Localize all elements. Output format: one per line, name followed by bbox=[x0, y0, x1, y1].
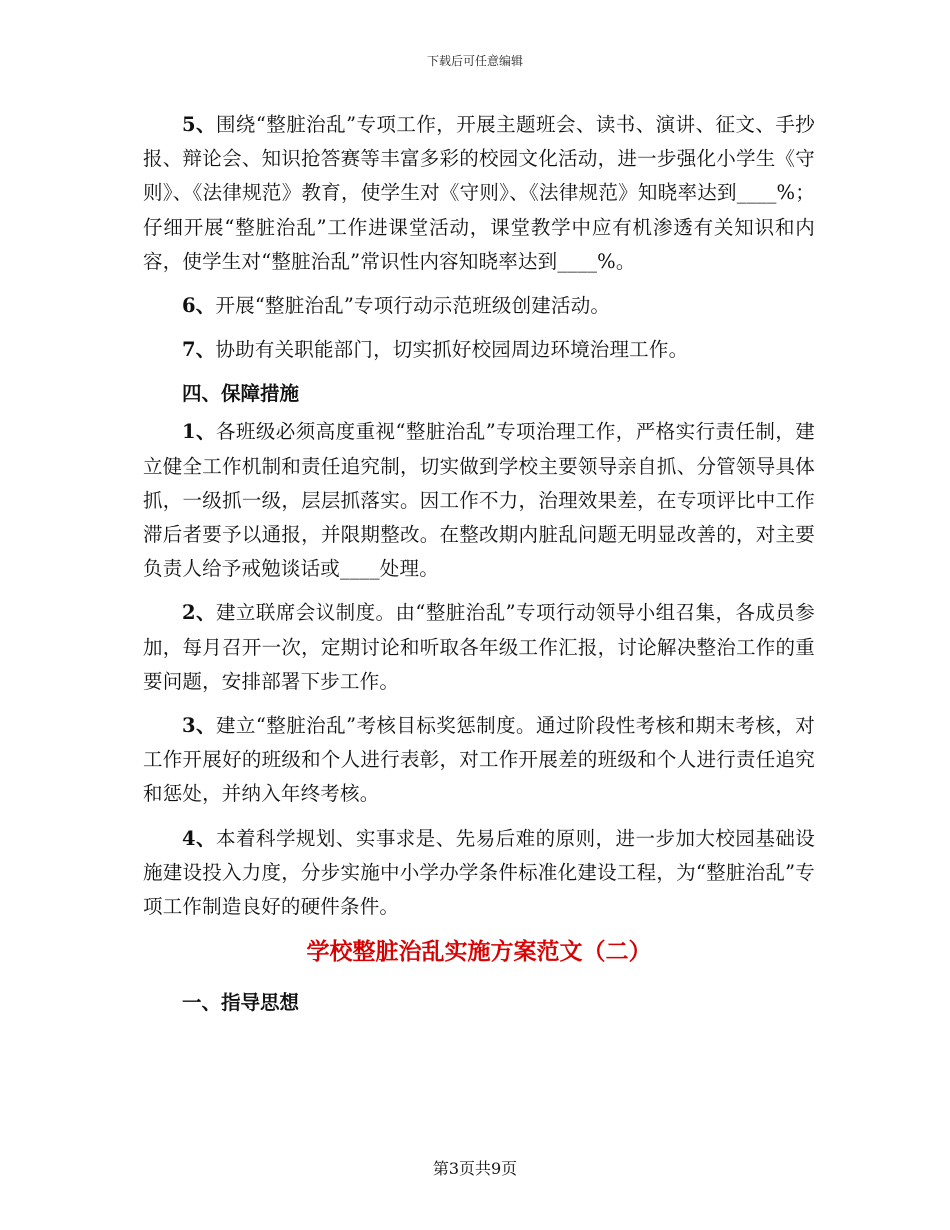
section-heading-guiding-ideology: 一、指导思想 bbox=[182, 991, 300, 1015]
paragraph-text: 本着科学规划、实事求是、先易后难的原则，进一步加大校园基础设施建设投入力度，分步实施中小学办学条件标准化建设工程，为“整脏治乱”专项工作制造良好的硬件条件。 bbox=[143, 826, 815, 919]
paragraph-number: 6、 bbox=[182, 294, 216, 318]
paragraph-measure-3 bbox=[143, 709, 815, 812]
section-heading-safeguards: 四、保障措施 bbox=[182, 382, 300, 406]
page-footer: 第3页共9页 bbox=[432, 1159, 518, 1178]
paragraph-number: 3、 bbox=[182, 714, 216, 738]
paragraph-number: 1、 bbox=[182, 420, 216, 444]
document-body bbox=[143, 108, 815, 1024]
paragraph-measure-4 bbox=[143, 822, 815, 925]
paragraph-measure-1 bbox=[143, 415, 815, 586]
paragraph-text: 建立“整脏治乱”考核目标奖惩制度。通过阶段性考核和期末考核，对工作开展好的班级和个人进行表彰，对工作开展差的班级和个人进行责任追究和惩处，并纳入年终考核。 bbox=[143, 714, 816, 806]
paragraph-number: 4、 bbox=[182, 826, 217, 850]
paragraph-measure-2 bbox=[143, 596, 815, 699]
paragraph-text: 各班级必须高度重视“整脏治乱”专项治理工作，严格实行责任制，建立健全工作机制和责任追究制，切实做到学校主要领导亲自抓、分管领导具体抓，一级抓一级，层层抓落实。因工作不力，治理效果差，在专项评比中工作滞后者要予以通报，并限期整改。在整改期内脏乱问题无明显改善的，对主要负责人给予戒勉谈话或____处理。 bbox=[143, 420, 816, 581]
document-title: 学校整脏治乱实施方案范文（二） bbox=[306, 938, 652, 966]
paragraph-number: 2、 bbox=[182, 601, 216, 625]
page-header: 下载后可任意编辑 bbox=[426, 54, 523, 68]
paragraph-item-6 bbox=[143, 289, 815, 323]
paragraph-text: 开展“整脏治乱”专项行动示范班级创建活动。 bbox=[215, 294, 611, 318]
paragraph-item-5 bbox=[143, 108, 815, 279]
paragraph-number: 7、 bbox=[182, 338, 216, 362]
paragraph-text: 建立联席会议制度。由“整脏治乱”专项行动领导小组召集，各成员参加，每月召开一次，定期讨论和听取各年级工作汇报，讨论解决整治工作的重要问题，安排部署下步工作。 bbox=[143, 601, 816, 693]
paragraph-number: 5、 bbox=[182, 113, 216, 136]
paragraph-item-7 bbox=[143, 333, 815, 367]
paragraph-text: 围绕“整脏治乱”专项工作，开展主题班会、读书、演讲、征文、手抄报、辩论会、知识抢答赛等丰富多彩的校园文化活动，进一步强化小学生《守则》、《法律规范》教育，使学生对《守则》、《法律规范》知晓率达到____%；仔细开展“整脏治乱”工作进课堂活动，课堂教学中应有机渗透有关知识和内容，使学生对“整脏治乱”常识性内容知晓率达到____%。 bbox=[143, 113, 816, 273]
paragraph-text: 协助有关职能部门，切实抓好校园周边环境治理工作。 bbox=[215, 338, 689, 362]
